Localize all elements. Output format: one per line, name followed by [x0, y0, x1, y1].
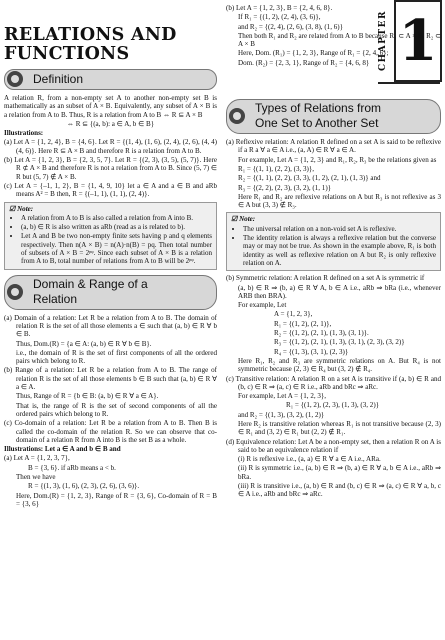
list-item: • (a, b) ∈ R is also written as aRb (read as a is related to b).	[21, 223, 212, 231]
paragraph: Here R₁ and R₂ are reflexive relations on A but R₃ is not reflexive as 3 ∈ A but (3, 3) ∉ R₃.	[238, 192, 441, 210]
list-item: (d) Equivalence relation: Let A be a non-empty set, then a relation R on A is said to be an equivalence relation if	[226, 437, 441, 454]
list-item: • A relation from A to B is also called a relation from A into B.	[21, 214, 212, 222]
bullet-circle-icon	[7, 284, 23, 300]
page-title: RELATIONS AND FUNCTIONS	[4, 25, 177, 64]
bullet-circle-icon	[229, 108, 245, 124]
list-item: • The identity relation is always a reflexive relation but the converse may or may not be true. As shown in the example above, R₁ is both identity as well as reflexive relation on A but R₂ is only reflexive relation on A.	[243, 234, 436, 267]
section-heading-types: Types of Relations from One Set to Another Set	[226, 99, 441, 134]
bullet-circle-icon	[7, 71, 23, 87]
paragraph: i.e., the domain of R is the set of first components of all the ordered pairs which belong to R.	[16, 348, 217, 366]
paragraph: B = {3, 6}. if aRb means a < b.	[28, 463, 116, 472]
paragraph: For example, Let A = {1, 2, 3},	[238, 392, 327, 401]
list-item: (a) Domain of a relation: Let R be a relation from A to B. The domain of relation R is the set of all those elements a ∈ such that (a, b) ∈ R ∀ b ∈ B.	[4, 313, 217, 339]
paragraph: R₃ = {(1, 2), (2, 1), (1, 3), (3, 1), (2, 3), (3, 2)}	[274, 338, 405, 347]
paragraph: R₃ = {(2, 2), (2, 3), (3, 2), (1, 1)}	[238, 183, 332, 192]
right-column	[226, 0, 441, 500]
list-item: (b) Let A = {1, 2, 3}, B = {2, 4, 6, 8}.	[226, 4, 333, 12]
chapter-number: 1	[394, 0, 442, 82]
paragraph: Here R₁, R₂ and R₃ are symmetric relations on A. But R₄ is not symmetric because (2, 3) ∈ R₄ but (3, 2) ∉ R₄.	[238, 356, 441, 374]
paragraph: (i) R is reflexive i.e., (a, a) ∈ R ∀ a ∈ A i.e., ARa.	[238, 455, 381, 464]
paragraph: Then we have	[16, 472, 56, 481]
list-item: (a) Let A = {1, 2, 4}, B = {4, 6}. Let R = {(1, 4), (1, 6), (2, 4), (2, 6), (4, 4) (4, 6)}. Here R ⊆ A × B and therefore R is a relation from A to B.	[4, 138, 217, 155]
left-column	[4, 0, 217, 509]
list-item: (c) Transitive relation: A relation R on a set A is transitive if (a, b) ∈ R and (b, c) ∈ R ⇒ (a, c) ∈ R i.e., aRb and bRc ⇒ aRc.	[226, 374, 441, 391]
paragraph: Here R₂ is transitive relation whereas R₁ is not transitive because (2, 3) ∈ R₁ and (3, 2) ∈ R₁ but (2, 2) ∉ R₁.	[238, 419, 441, 437]
chapter-label: CHAPTER	[378, 10, 388, 72]
paragraph: and R₂ = {(1, 3), (3, 2), (1, 2)}	[238, 410, 325, 419]
list-item: (c) Co-domain of a relation: Let R be a relation from A to B. Then B is called the co-domain of the relation R. So we can observe that co-domain of a relation R from A into B is the set B as a whole.	[4, 419, 217, 444]
list-item: • The universal relation on a non-void set A is reflexive.	[243, 225, 436, 233]
list-item: (b) Symmetric relation: A relation R defined on a set A is symmetric if	[226, 274, 425, 283]
paragraph: R₄ = {(1, 3), (3, 1), (2, 3)}	[274, 347, 349, 356]
section-heading-domain-range: Domain & Range of a Relation	[4, 275, 217, 310]
paragraph: (a, b) ∈ R ⇒ (b, a) ∈ R ∀ A, b ∈ A i.e., aRb ⇒ bRa (i.e., whenever ARB then BRA).	[238, 283, 441, 300]
paragraph: Here, Dom. (R₁) = {1, 2, 3}, Range of R₁ = {2, 4, 6};	[238, 49, 389, 58]
paragraph: R = {(1, 3), (1, 6), (2, 3), (2, 6), (3, 6)}.	[28, 482, 140, 491]
list-item: (a) Reflexive relation: A relation R defined on a set A is said to be reflexive if a R a ∀ a ∈ A i.e., (a, A) ∈ R ∀ a ∈ A.	[226, 138, 441, 155]
paragraph: R₁ = {(1, 1), (2, 2), (3, 3)},	[238, 164, 315, 173]
paragraph: For example, Let	[238, 301, 287, 310]
paragraph: ⇔ R ⊆ {(a, b): a ∈ A, b ∈ B}	[66, 119, 155, 128]
paragraph: Then both R₁ and R₂ are related from A to B because R₁ ⊂ A × B, R₂ ⊂ A × B	[238, 31, 441, 49]
section-heading-definition: Definition	[4, 69, 217, 90]
paragraph: That is, the range of R is the set of second components of all the ordered pairs which belong to R.	[16, 401, 217, 418]
paragraph: A relation R, from a non-empty set A to another non-empty set B is mathematically as an subset of A × B. Equivalently, any subset of A × B is a relation from A to B. Thus, R is a relation from A to B ⇔ R ⊆ A × B	[4, 94, 217, 119]
paragraph: Thus, Dom.(R) = {a ∈ A: (a, b) ∈ R ∀ b ∈ B}.	[16, 339, 152, 348]
paragraph: R₁ = {(1, 2), (2, 3), (1, 3), (3, 2)}	[286, 401, 380, 410]
note-box	[4, 202, 217, 270]
paragraph: (ii) R is symmetric i.e., (a, b) ∈ R ⇒ (b, a) ∈ R ∀ a, b ∈ A i.e., aRb ⇒ bRa.	[238, 464, 441, 481]
subheading: Illustrations:	[4, 129, 44, 138]
paragraph: (iii) R is transitive i.e., (a, b) ∈ R and (b, c) ∈ R ⇒ (a, c) ∈ R ∀ a, b, c ∈ A i.e., aRb and bRc ⇒ aRc.	[238, 482, 441, 499]
paragraph: Dom. (R₂) = {2, 3, 1}, Range of R₂ = {4, 6, 8}	[238, 58, 370, 67]
list-item: • Let A and B be two non-empty finite sets having p and q elements respectively. Then n(A × B) = n(A)·n(B) = pq. Then total number of subsets of A × B = 2ᵖᵠ. Since each subset of A × B is a relation from A to B, total number of relations from A to B will be 2ᵖᵠ.	[21, 232, 212, 265]
paragraph: R₂ = {(1, 1), (2, 2), (3, 3), (1, 2), (2, 1), (1, 3)} and	[238, 174, 381, 183]
paragraph: Thus, Range of R = {b ∈ B: (a, b) ∈ R ∀ a ∈ A}.	[16, 392, 159, 401]
list-item: (a) Let A = {1, 2, 3, 7},	[4, 454, 70, 463]
list-item: (b) Let A = {1, 2, 3}, B = {2, 3, 5, 7}. Let R = {(2, 3), (3, 5), (5, 7)}. Here R ⊄ A × B and therefore R is not a relation from A to B. Since (5, 7) ∈ R but (5, 7) ∉ A × B.	[4, 156, 217, 181]
note-heading: ☑ Note:	[9, 204, 34, 213]
list-item: (b) Range of a relation: Let R be a relation from A to B. The range of relation R is the set of all those elements b ∈ B such that (a, b) ∈ R ∀ a ∈ A.	[4, 366, 217, 392]
list-item: (c) Let A = {–1, 1, 2}, B = {1, 4, 9, 10} let a ∈ A and a ∈ B and aRb means A² = B then, R = {(–1, 1), (1, 1), (2, 4)}.	[4, 181, 217, 199]
note-heading: ☑ Note:	[231, 215, 256, 224]
paragraph: A = {1, 2, 3},	[274, 310, 313, 319]
paragraph: If R₁ = {(1, 2), (2, 4), (3, 6)},	[238, 13, 321, 22]
paragraph: R₂ = {(1, 2), (2, 1), (1, 3), (3, 1)}.	[274, 329, 369, 338]
paragraph: For example, Let A = {1, 2, 3} and R₁, R₂, R₃ be the relations given as	[238, 155, 437, 164]
subheading: Illustrations: Let a ∈ A and b ∈ B and	[4, 445, 121, 454]
paragraph: Here, Dom.(R) = {1, 2, 3}, Range of R = {3, 6}, Co-domain of R = B = {3, 6}	[16, 491, 217, 508]
note-box	[226, 212, 441, 271]
paragraph: R₁ = {(1, 2), (2, 1)},	[274, 319, 332, 328]
paragraph: and R₂ = {(2, 4), (2, 6), (3, 8), (1, 6)}	[238, 22, 343, 31]
